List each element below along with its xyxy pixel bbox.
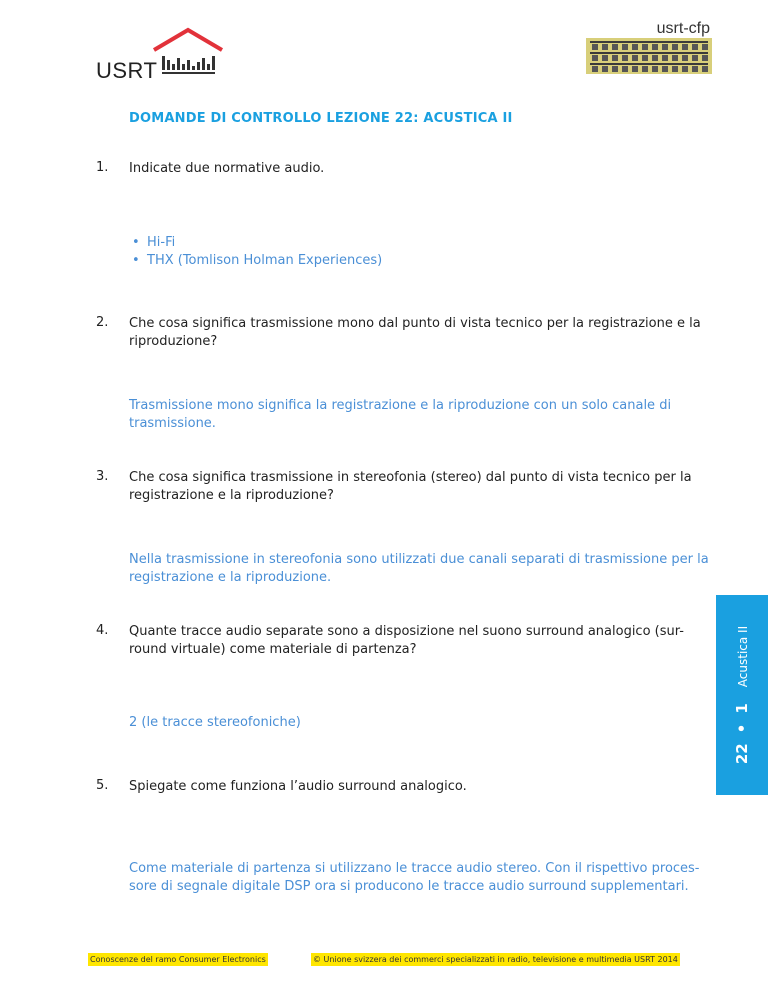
question-text: Spiegate come funziona l’audio surround analogico. [129, 779, 467, 794]
answer-text: Trasmissione mono significa la registrazione e la riproduzione con un solo canale di trasmissione. [129, 398, 672, 431]
answer-text: 2 (le tracce stereofoniche) [129, 715, 301, 730]
question-number: 5. [96, 778, 109, 793]
building-icon [586, 38, 712, 74]
footer-copyright: © Unione svizzera dei commerci specializzati in radio, televisione e multimedia USRT 2014 [313, 955, 678, 964]
separator-dot: • [733, 723, 751, 734]
answer-list [129, 234, 382, 270]
question-text: Che cosa significa trasmissione mono dal punto di vista tecnico per la registrazione e la riproduzione? [129, 316, 701, 349]
footer-course-name: Conoscenze del ramo Consumer Electronics [90, 955, 266, 964]
answer-text: Come materiale di partenza si utilizzano le tracce audio stereo. Con il rispettivo proces-sore di segnale digitale DSP ora si producono le tracce audio surround supplementari. [129, 861, 700, 894]
page-title: DOMANDE DI CONTROLLO LEZIONE 22: ACUSTICA II [129, 111, 513, 126]
side-tab-label [733, 626, 751, 764]
question-number: 1. [96, 160, 109, 175]
usrt-cfp-logo-text: usrt-cfp [656, 20, 710, 37]
question-text: Che cosa significa trasmissione in stereofonia (stereo) dal punto di vista tecnico per la registrazione e la riproduzione? [129, 470, 692, 503]
question-number: 2. [96, 315, 109, 330]
question-number: 3. [96, 469, 109, 484]
question-number: 4. [96, 623, 109, 638]
chapter-number: 22 [733, 743, 751, 765]
usrt-logo-text: USRT [96, 58, 158, 83]
question-text: Indicate due normative audio. [129, 161, 325, 176]
usrt-cfp-logo [586, 20, 712, 74]
question-text: Quante tracce audio separate sono a disposizione nel suono surround analogico (sur-round virtuale) come materiale di partenza? [129, 624, 684, 657]
usrt-logo [96, 26, 228, 82]
chapter-subject: Acustica II [736, 625, 750, 688]
chapter-side-tab [716, 595, 768, 795]
answer-list-item: • Hi-Fi [129, 234, 382, 252]
answer-list-item: • THX (Tomlison Holman Experiences) [129, 252, 382, 270]
page-number: 1 [733, 703, 751, 714]
answer-text: Nella trasmissione in stereofonia sono utilizzati due canali separati di trasmissione per la registrazione e la riproduzione. [129, 552, 709, 585]
